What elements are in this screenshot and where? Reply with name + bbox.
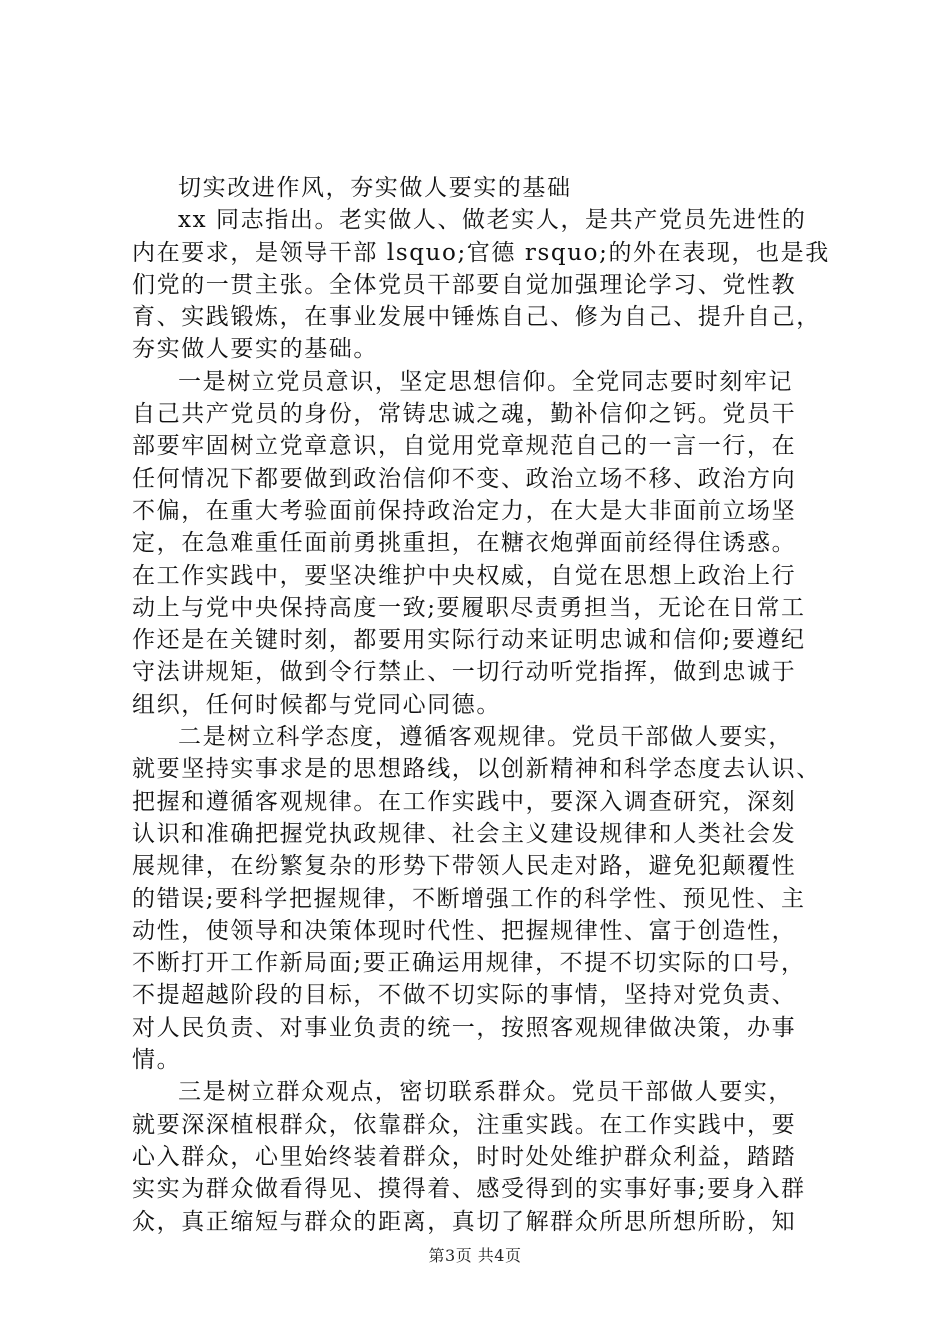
paragraph-line: 们党的一贯主张。全体党员干部要自觉加强理论学习、党性教 [132,271,797,298]
paragraph-line: 展规律，在纷繁复杂的形势下带领人民走对路，避免犯颠覆性 [132,853,797,880]
paragraph-line: 定，在急难重任面前勇挑重担，在糖衣炮弹面前经得住诱惑。 [132,530,797,557]
paragraph-line: 不提超越阶段的目标，不做不切实际的事情，坚持对党负责、 [132,982,797,1009]
paragraph-line: 组织，任何时候都与党同心同德。 [132,691,501,718]
paragraph-line: 把握和遵循客观规律。在工作实践中，要深入调查研究，深刻 [132,788,797,815]
paragraph-line: 认识和准确把握党执政规律、社会主义建设规律和人类社会发 [132,820,797,847]
paragraph-line: 动性，使领导和决策体现时代性、把握规律性、富于创造性， [132,917,797,944]
paragraph-line: 就要深深植根群众，依靠群众，注重实践。在工作实践中，要 [132,1111,797,1138]
paragraph-line: 不偏，在重大考验面前保持政治定力，在大是大非面前立场坚 [132,497,797,524]
paragraph-line: 一是树立党员意识，坚定思想信仰。全党同志要时刻牢记 [178,368,793,395]
paragraph-line: 不断打开工作新局面;要正确运用规律，不提不切实际的口号， [132,950,806,977]
paragraph-line: 二是树立科学态度，遵循客观规律。党员干部做人要实， [178,724,793,751]
paragraph-line: 情。 [132,1047,182,1074]
paragraph-line: 在工作实践中，要坚决维护中央权威，自觉在思想上政治上行 [132,562,797,589]
paragraph-line: 的错误;要科学把握规律，不断增强工作的科学性、预见性、主 [132,885,806,912]
paragraph-line: 众，真正缩短与群众的距离，真切了解群众所思所想所盼，知 [132,1208,797,1235]
paragraph-line: 内在要求，是领导干部 lsquo;官德 rsquo;的外在表现，也是我 [132,239,830,266]
paragraph-line: 就要坚持实事求是的思想路线，以创新精神和科学态度去认识、 [132,756,821,783]
paragraph-line: 夯实做人要实的基础。 [132,336,378,363]
paragraph-line: 三是树立群众观点，密切联系群众。党员干部做人要实， [178,1079,793,1106]
paragraph-line: 育、实践锻炼，在事业发展中锤炼自己、修为自己、提升自己， [132,304,821,331]
page-number-footer: 第3页 共4页 [428,1246,522,1265]
paragraph-line: xx 同志指出。老实做人、做老实人，是共产党员先进性的 [178,207,807,234]
paragraph-line: 自己共产党员的身份，常铸忠诚之魂，勤补信仰之钙。党员干 [132,401,797,428]
paragraph-line: 心入群众，心里始终装着群众，时时处处维护群众利益，踏踏 [132,1143,797,1170]
paragraph-line: 实实为群众做看得见、摸得着、感受得到的实事好事;要身入群 [132,1176,806,1203]
paragraph-line: 任何情况下都要做到政治信仰不变、政治立场不移、政治方向 [132,465,797,492]
section-heading: 切实改进作风，夯实做人要实的基础 [178,175,572,201]
paragraph-line: 动上与党中央保持高度一致;要履职尽责勇担当，无论在日常工 [132,594,806,621]
document-body [132,172,832,1238]
paragraph-line: 对人民负责、对事业负责的统一，按照客观规律做决策，办事 [132,1014,797,1041]
paragraph-line: 部要牢固树立党章意识，自觉用党章规范自己的一言一行，在 [132,433,797,460]
paragraph-line: 守法讲规矩，做到令行禁止、一切行动听党指挥，做到忠诚于 [132,659,797,686]
paragraph-line: 作还是在关键时刻，都要用实际行动来证明忠诚和信仰;要遵纪 [132,627,806,654]
